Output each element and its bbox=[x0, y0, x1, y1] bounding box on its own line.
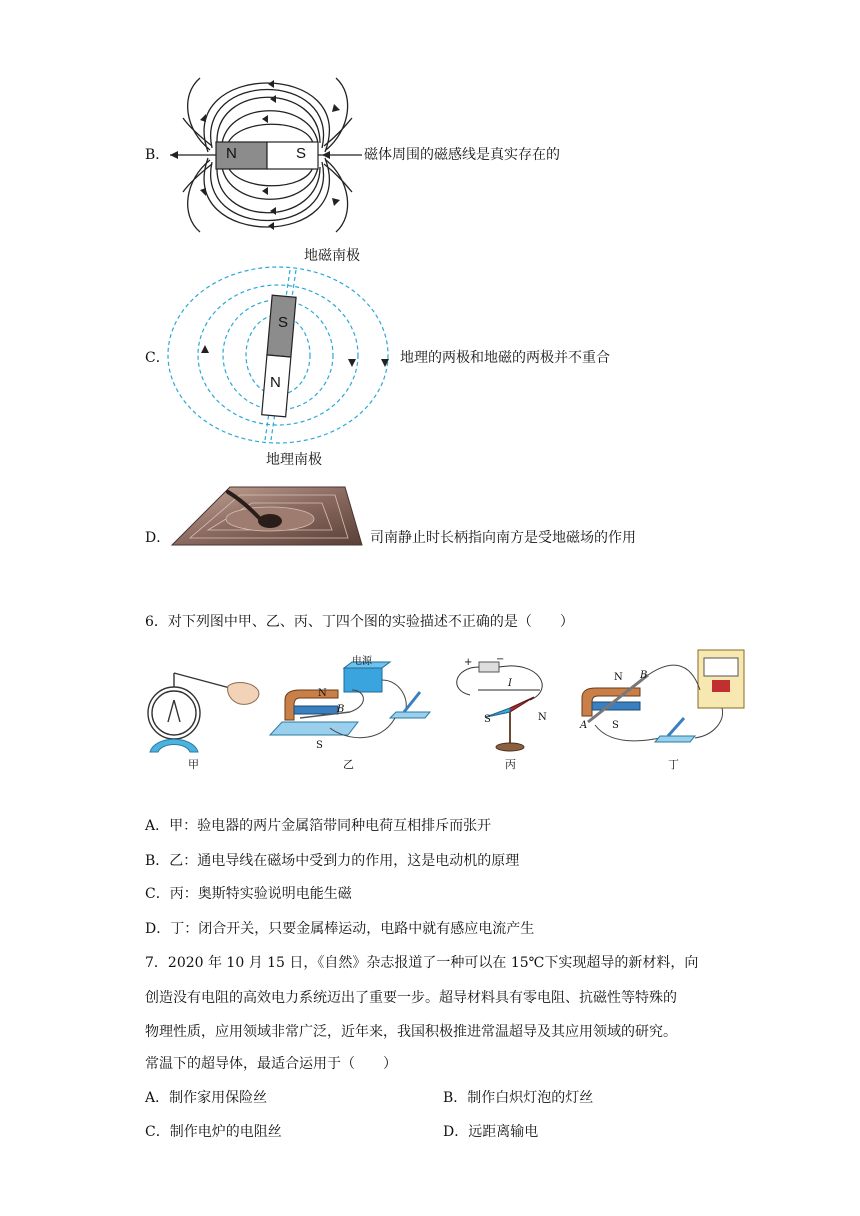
option-d-caption: 司南静止时长柄指向南方是受地磁场的作用 bbox=[370, 530, 636, 546]
bing-current-label: I bbox=[508, 678, 512, 689]
earth-magnet-n-label: N bbox=[270, 374, 281, 391]
ding-a-label: A bbox=[580, 720, 588, 731]
figure-bing-caption: 丙 bbox=[505, 758, 516, 771]
geomagnetic-south-label: 地磁南极 bbox=[304, 248, 360, 264]
q7-line-1: 7．2020 年 10 月 15 日，《自然》杂志报道了一种可以在 15℃下实现超导的新材料，向 bbox=[145, 955, 699, 971]
figure-jia-caption: 甲 bbox=[188, 758, 199, 771]
bing-s-label: S bbox=[484, 714, 491, 725]
geographic-south-label: 地理南极 bbox=[266, 452, 322, 468]
q7-option-a: A．制作家用保险丝 bbox=[145, 1090, 268, 1106]
option-d-letter: D． bbox=[145, 530, 171, 546]
q6-option-d: D．丁：闭合开关，只要金属棒运动，电路中就有感应电流产生 bbox=[145, 921, 535, 937]
bing-minus-label: − bbox=[496, 654, 505, 665]
magnet-n-label: N bbox=[226, 145, 237, 162]
figure-yi-caption: 乙 bbox=[343, 758, 354, 771]
bing-n-label: N bbox=[538, 712, 547, 723]
q6-option-b: B．乙：通电导线在磁场中受到力的作用，这是电动机的原理 bbox=[145, 853, 520, 869]
ding-b-label: B bbox=[640, 670, 648, 681]
yi-n-label: N bbox=[318, 688, 327, 699]
option-c-caption: 地理的两极和地磁的两极并不重合 bbox=[400, 350, 610, 366]
figure-ding-caption: 丁 bbox=[668, 758, 679, 771]
q7-option-c: C．制作电炉的电阻丝 bbox=[145, 1124, 282, 1140]
q7-option-b: B．制作白炽灯泡的灯丝 bbox=[443, 1090, 594, 1106]
ding-n-label: N bbox=[614, 672, 623, 683]
q6-option-a: A．甲：验电器的两片金属箔带同种电荷互相排斥而张开 bbox=[145, 818, 492, 834]
q6-option-c: C．丙：奥斯特实验说明电能生磁 bbox=[145, 886, 352, 902]
yi-power-label: 电源 bbox=[352, 656, 372, 667]
q7-line-2: 创造没有电阻的高效电力系统迈出了重要一步。超导材料具有零电阻、抗磁性等特殊的 bbox=[145, 990, 677, 1006]
magnet-s-label: S bbox=[296, 145, 307, 162]
yi-b-label: B bbox=[337, 704, 345, 715]
option-c-letter: C． bbox=[145, 350, 170, 366]
bing-plus-label: + bbox=[464, 657, 473, 668]
q7-line-4: 常温下的超导体，最适合运用于（ ） bbox=[145, 1056, 397, 1072]
q7-option-d: D．远距离输电 bbox=[443, 1124, 539, 1140]
option-b-caption: 磁体周围的磁感线是真实存在的 bbox=[364, 147, 560, 163]
question-6-stem: 6．对下列图中甲、乙、丙、丁四个图的实验描述不正确的是（ ） bbox=[145, 614, 574, 630]
earth-magnet-s-label: S bbox=[278, 314, 289, 331]
q7-line-3: 物理性质，应用领域非常广泛，近年来，我国积极推进常温超导及其应用领域的研究。 bbox=[145, 1024, 677, 1040]
ding-s-label: S bbox=[612, 720, 619, 731]
option-b-letter: B． bbox=[145, 147, 170, 163]
yi-s-label: S bbox=[316, 740, 323, 751]
